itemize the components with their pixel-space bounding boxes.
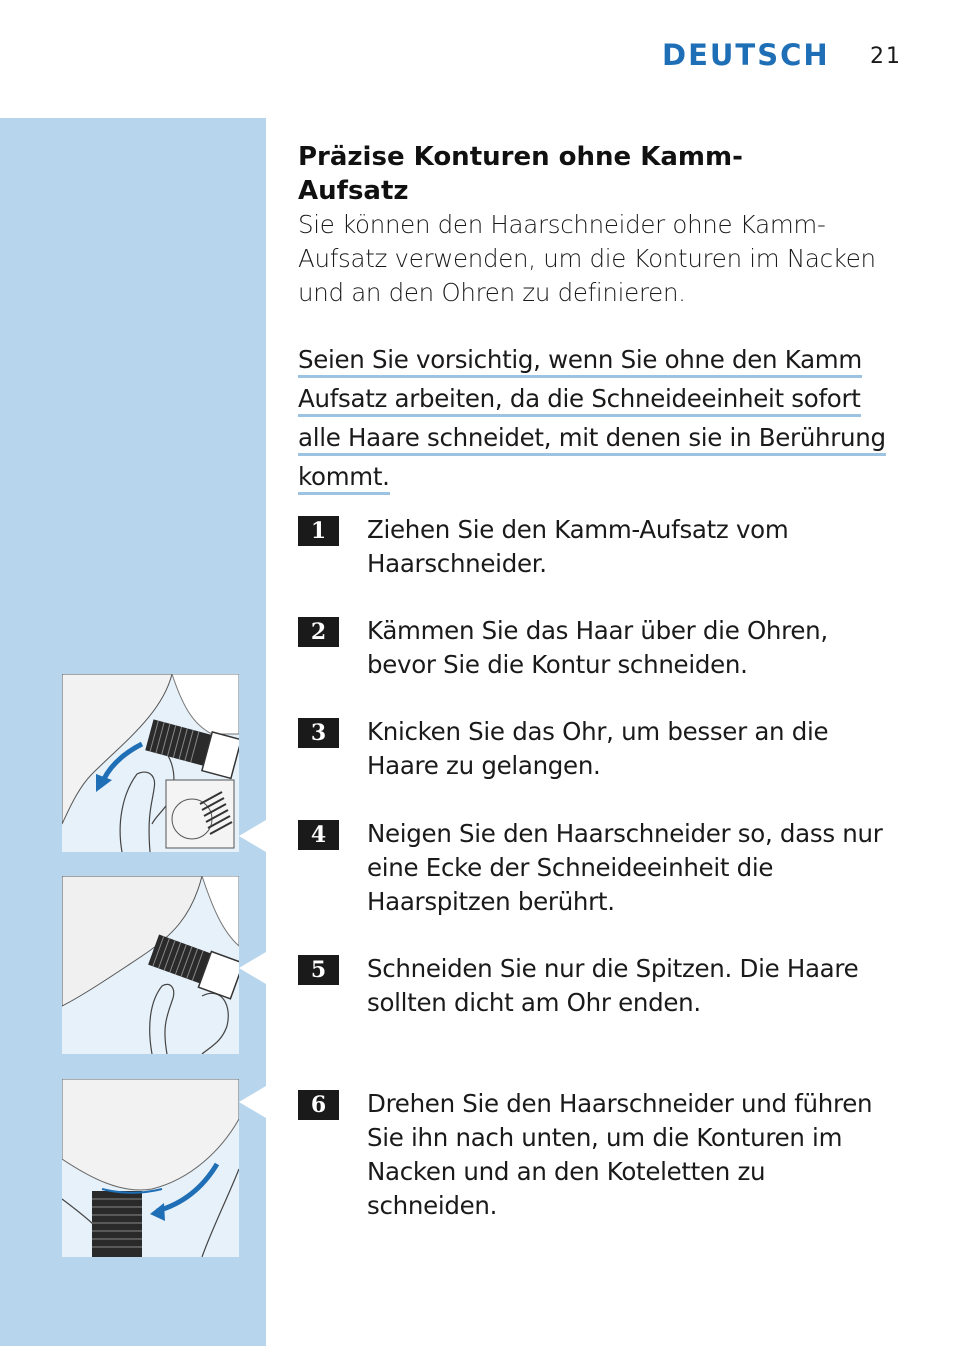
header-language: DEUTSCH: [662, 38, 830, 72]
main-content: [298, 140, 898, 499]
step-number: 5: [298, 955, 339, 985]
page-number: 21: [870, 44, 902, 69]
step-text: Drehen Sie den Haarschneider und führen Sie ihn nach unten, um die Konturen im Nacken und an den Koteletten zu schneiden.: [367, 1089, 873, 1220]
illustration-pointer: [239, 952, 266, 984]
neck-contour-drawing: [62, 1079, 239, 1257]
illustration-ear-close: [62, 876, 239, 1054]
caution-line: Seien Sie vorsichtig, wenn Sie ohne den Kamm: [298, 345, 862, 378]
caution-line: Aufsatz arbeiten, da die Schneideeinheit sofort: [298, 384, 861, 417]
step-number: 2: [298, 617, 339, 647]
step-text: Schneiden Sie nur die Spitzen. Die Haare sollten dicht am Ohr enden.: [367, 954, 859, 1017]
caution-line: kommt.: [298, 462, 390, 495]
section-title: Präzise Konturen ohne Kamm-Aufsatz: [298, 142, 743, 206]
ear-trim-drawing: [62, 674, 239, 852]
step-text: Neigen Sie den Haarschneider so, dass nur eine Ecke der Schneideeinheit die Haarspitzen berührt.: [367, 819, 883, 916]
step-number: 4: [298, 820, 339, 850]
illustration-pointer: [239, 1086, 266, 1118]
step-text: Kämmen Sie das Haar über die Ohren, bevor Sie die Kontur schneiden.: [367, 616, 828, 679]
step-text: Knicken Sie das Ohr, um besser an die Haare zu gelangen.: [367, 717, 829, 780]
caution-note: [298, 343, 898, 499]
illustration-neck-contour: [62, 1079, 239, 1257]
ear-close-drawing: [62, 876, 239, 1054]
step-number: 6: [298, 1090, 339, 1120]
caution-line: alle Haare schneidet, mit denen sie in Berührung: [298, 423, 886, 456]
step-number: 1: [298, 516, 339, 546]
intro-paragraph: Sie können den Haarschneider ohne Kamm-Aufsatz verwenden, um die Konturen im Nacken und an den Ohren zu definieren.: [298, 210, 876, 307]
illustration-pointer: [239, 820, 266, 852]
step-text: Ziehen Sie den Kamm-Aufsatz vom Haarschneider.: [367, 515, 789, 578]
illustration-ear-trim: [62, 674, 239, 852]
step-number: 3: [298, 718, 339, 748]
